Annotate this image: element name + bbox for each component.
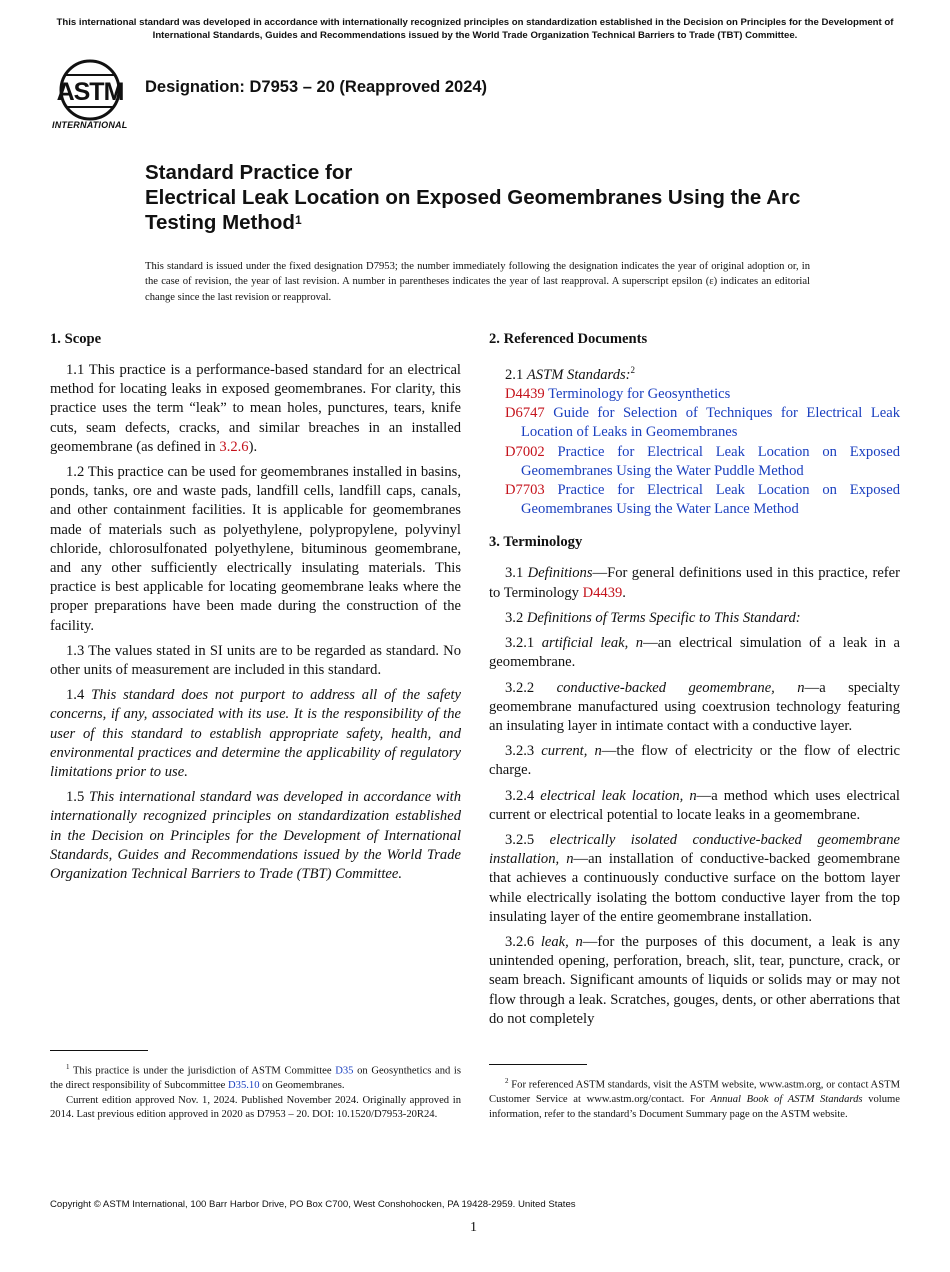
referenced-documents-heading: 2. Referenced Documents [489,331,648,347]
definition-3-2-3: 3.2.3 current, n—the flow of electricity or the flow of electric charge. [489,743,900,779]
reference-title[interactable]: Practice for Electrical Leak Location on Exposed Geomembranes Using the Water Lance Method [521,482,900,518]
footnote-1: $^1$ This practice is under the jurisdiction of ASTM Committee D35 on Geosynthetics and is the direct responsibility of Subcommittee D35.10 on Geomembranes. Current edition approved Nov. 1, 2024. Published November 2024. Originally approved in 2014. Last previous edition approved in 2020 as D7953 – 20. DOI: 10.1520/D7953-20R24. [50,1060,461,1123]
svg-text:ASTM: ASTM [56,78,124,106]
right-column [489,330,900,1035]
footnote-2-block [489,1064,900,1122]
reference-item[interactable] [505,443,900,481]
intro-paragraph: This standard is issued under the fixed designation D7953; the number immediately following the designation indicates the year of original adoption or, in the case of revision, the year of last revision. A number in parentheses indicates the year of last reapproval. A superscript epsilon (ε) indicates an editorial change since the last revision or reapproval. [145,261,810,303]
page-number: 1 [470,1220,477,1235]
footnote-1-edition: Current edition approved Nov. 1, 2024. Published November 2024. Originally approved in 2014. Last previous edition approved in 2020 as D7953 – 20. DOI: 10.1520/D7953-20R24. [50,1094,461,1121]
reference-title[interactable]: Terminology for Geosynthetics [548,386,731,403]
reference-item[interactable] [505,404,900,442]
reference-item[interactable] [505,481,900,519]
terminology-3-2: 3.2 Definitions of Terms Specific to This Standard: [505,609,801,626]
definition-3-2-6: 3.2.6 leak, n—for the purposes of this document, a leak is any unintended opening, perforation, breach, slit, tear, puncture, crack, or seam breach. Significant amounts of liquids or solids may or may not flow through a leak. Scratches, gouges, dents, or other aberrations that do not completely [489,933,900,1027]
reference-list [489,385,900,519]
scope-heading: 1. Scope [50,331,102,347]
footnote-2: $^2$ For referenced ASTM standards, visit the ASTM website, www.astm.org, or contact ASTM Customer Service at www.astm.org/contact. For Annual Book of ASTM Standards volume information, refer to the standard’s Document Summary page on the ASTM website. [489,1077,900,1120]
reference-code[interactable]: D6747 [505,405,545,422]
footnote-divider [50,1050,148,1051]
astm-standards-subheading: 2.1 ASTM Standards:$^2$ [505,365,636,383]
footnote-divider [489,1064,587,1065]
left-column [50,330,461,890]
designation: Designation: D7953 – 20 (Reapproved 2024) [145,78,488,96]
terminology-heading: 3. Terminology [489,534,583,551]
logo-text: INTERNATIONAL [52,120,128,130]
link-3-2-6[interactable]: 3.2.6 [219,438,249,455]
reference-code[interactable]: D4439 [505,386,545,403]
title-line-1: Standard Practice for [145,161,353,184]
reference-item[interactable] [505,385,900,404]
reference-title[interactable]: Practice for Electrical Leak Location on Exposed Geomembranes Using the Water Puddle Method [521,443,900,479]
header-notice: This international standard was developed in accordance with internationally recognized principles on standardization established in the Decision on Principles for the Development of International Standards, Guides and Recommendations issued by the World Trade Organization Technical Barriers to Trade (TBT) Committee. [56,17,894,41]
scope-1-4: 1.4 This standard does not purport to address all of the safety concerns, if any, associated with its use. It is the responsibility of the user of this standard to establish appropriate safety, health, and environmental practices and determine the applicability of regulatory limitations prior to use. [50,687,461,781]
scope-1-2: 1.2 This practice can be used for geomembranes installed in basins, ponds, tanks, ore and waste pads, landfill cells, landfill caps, canals, and other containment facilities. It is applicable for geomembranes made of materials such as polyethylene, polypropylene, polyvinyl chloride, chlorosulfonated polyethylene, bituminous geomembrane, and any other sufficiently electrically insulating materials. This practice is best applicable for locating geomembrane leaks where the proper preparations have been made during the construction of the facility. [50,464,461,634]
terminology-3-1: 3.1 Definitions—For general definitions used in this practice, refer to Terminology D4439. [489,565,900,601]
title-line-2: Electrical Leak Location on Exposed Geomembranes Using the Arc Testing Method$^1$ [145,186,801,234]
reference-title[interactable]: Guide for Selection of Techniques for Electrical Leak Location of Leaks in Geomembranes [521,405,900,441]
scope-1-5: 1.5 This international standard was developed in accordance with internationally recognized principles on standardization established in the Decision on Principles for the Development of International Standards, Guides and Recommendations issued by the World Trade Organization Technical Barriers to Trade (TBT) Committee. [50,789,462,883]
scope-1-3: 1.3 The values stated in SI units are to be regarded as standard. No other units of measurement are included in this standard. [50,642,461,679]
copyright: Copyright © ASTM International, 100 Barr Harbor Drive, PO Box C700, West Conshohocken, PA 19428-2959. United States [50,1199,576,1210]
footnote-1-block [50,1050,461,1123]
astm-logo [52,57,134,131]
title-footnote-marker: 1 [294,213,302,227]
scope-1-1: 1.1 This practice is a performance-based standard for an electrical method for locating leaks in exposed geomembranes. For clarity, this practice uses the term “leak” to mean holes, punctures, tears, knife cuts, seam defects, cracks, and similar breaches in an installed geomembrane (as defined in 3.2.6). [50,362,461,455]
link-d4439[interactable]: D4439 [582,584,623,601]
definition-3-2-5: 3.2.5 electrically isolated conductive-backed geomembrane installation, n—an installation of conductive-backed geomembrane that achieves a continuously conductive surface on the bottom layer while electrically isolating the bottom conductive layer from the top insulating layer of the entire geomembrane installation. [489,831,901,925]
definition-3-2-1: 3.2.1 artificial leak, n—an electrical simulation of a leak in a geomembrane. [489,635,900,671]
reference-code[interactable]: D7002 [505,443,545,460]
definition-3-2-2: 3.2.2 conductive-backed geomembrane, n—a specialty geomembrane manufactured using coextrusion technology featuring an insulating layer in intimate contact with a conductive layer. [489,679,900,734]
link-d35[interactable]: D35 [335,1065,354,1077]
page-title [145,160,865,235]
link-d35-10[interactable]: D35.10 [228,1080,260,1092]
reference-code[interactable]: D7703 [505,482,545,499]
definition-3-2-4: 3.2.4 electrical leak location, n—a method which uses electrical current or electrical potential to locate leaks in a geomembrane. [489,787,900,823]
